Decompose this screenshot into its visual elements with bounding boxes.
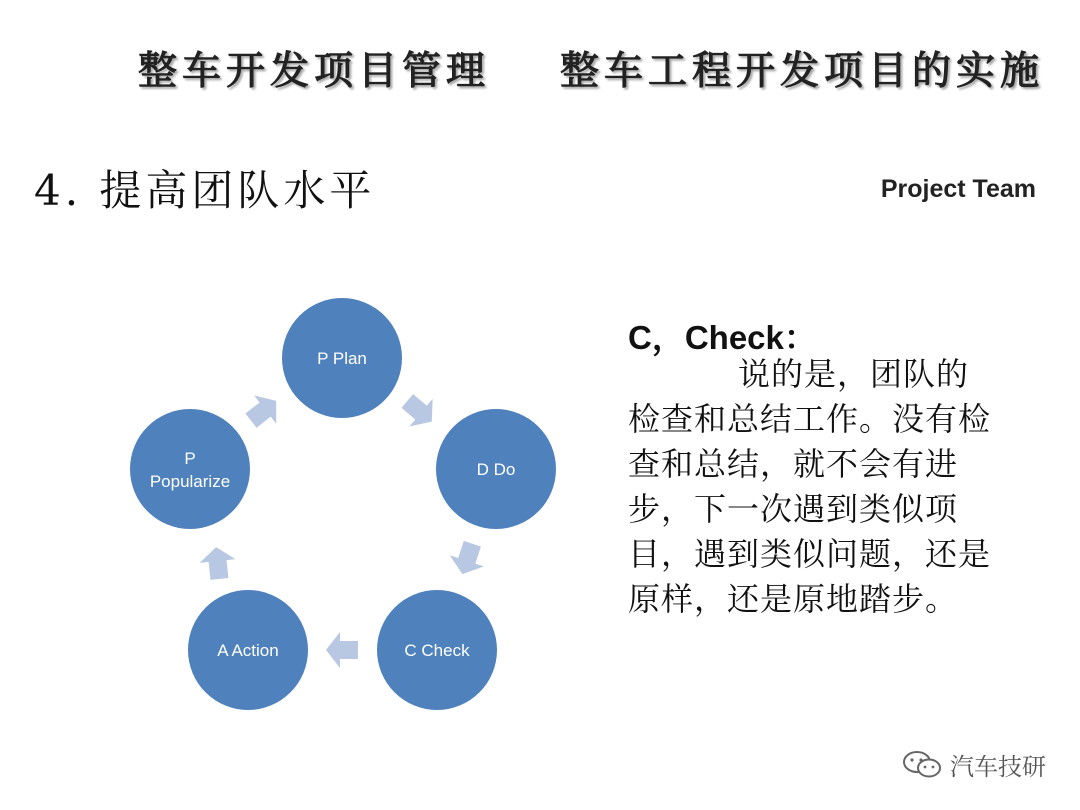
check-label: C Check [404, 641, 470, 660]
header-right-title: 整车工程开发项目的实施 [560, 48, 1045, 94]
arrow-plan-to-do [396, 387, 444, 435]
action-label: A Action [217, 641, 279, 660]
section-title: 4. 提高团队水平 [34, 166, 376, 215]
check-description: 说的是，团队的检查和总结工作。没有检查和总结，就不会有进步，下一次遇到类似项目，遇到类似问题，还是原样，还是原地踏步。 [628, 355, 992, 618]
wechat-icon [902, 750, 942, 780]
watermark-text: 汽车技研 [950, 753, 1046, 781]
plan-label: P Plan [317, 349, 367, 368]
header-left-title: 整车开发项目管理 [138, 48, 491, 94]
arrow-action-to-popularize [198, 545, 237, 581]
do-label: D Do [476, 460, 516, 479]
arrow-do-to-check [445, 538, 489, 580]
popularize-letter: P [184, 449, 196, 468]
arrow-check-to-action [326, 632, 358, 668]
arrow-popularize-to-plan [240, 387, 287, 435]
popularize-circle [130, 409, 250, 529]
watermark [902, 747, 1046, 782]
popularize-label: Popularize [149, 472, 231, 491]
check-heading: C，Check： [628, 319, 817, 356]
project-team-label: Project Team [880, 175, 1036, 203]
